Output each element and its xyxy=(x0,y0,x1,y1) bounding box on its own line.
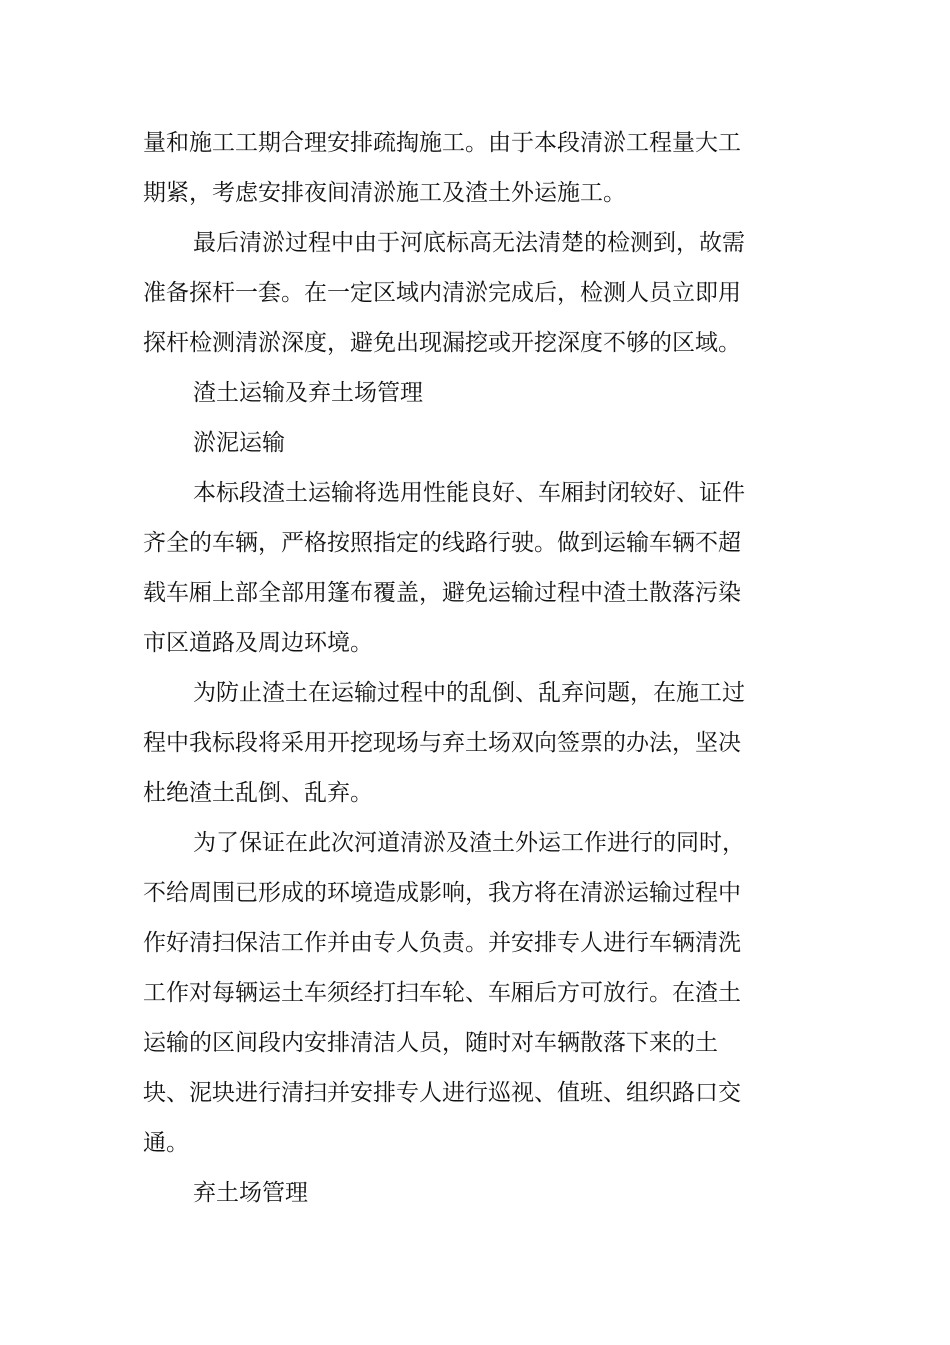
text-line: 渣土运输及弃土场管理 xyxy=(193,380,423,406)
text-line: 期紧，考虑安排夜间清淤施工及渣土外运施工。 xyxy=(143,180,626,206)
text-line: 块、泥块进行清扫并安排专人进行巡视、值班、组织路口交 xyxy=(143,1080,741,1106)
text-line: 载车厢上部全部用篷布覆盖，避免运输过程中渣土散落污染 xyxy=(143,580,741,606)
paragraph xyxy=(143,668,743,818)
text-line: 工作对每辆运土车须经打扫车轮、车厢后方可放行。在渣土 xyxy=(143,980,741,1006)
section-heading xyxy=(143,418,743,468)
paragraph xyxy=(143,468,743,668)
text-line: 不给周围已形成的环境造成影响，我方将在清淤运输过程中 xyxy=(143,880,741,906)
paragraph xyxy=(143,818,743,1168)
text-line: 淤泥运输 xyxy=(193,430,285,456)
text-line: 最后清淤过程中由于河底标高无法清楚的检测到，故需 xyxy=(193,230,745,256)
text-line: 为了保证在此次河道清淤及渣土外运工作进行的同时， xyxy=(193,830,745,856)
text-line: 准备探杆一套。在一定区域内清淤完成后，检测人员立即用 xyxy=(143,280,741,306)
section-heading xyxy=(143,1168,743,1218)
text-line: 杜绝渣土乱倒、乱弃。 xyxy=(143,780,373,806)
text-line: 运输的区间段内安排清洁人员，随时对车辆散落下来的土 xyxy=(143,1030,718,1056)
text-line: 齐全的车辆，严格按照指定的线路行驶。做到运输车辆不超 xyxy=(143,530,741,556)
text-line: 本标段渣土运输将选用性能良好、车厢封闭较好、证件 xyxy=(193,480,745,506)
text-line: 弃土场管理 xyxy=(193,1180,308,1206)
text-line: 作好清扫保洁工作并由专人负责。并安排专人进行车辆清洗 xyxy=(143,930,741,956)
document-body xyxy=(143,118,743,1218)
text-line: 量和施工工期合理安排疏掏施工。由于本段清淤工程量大工 xyxy=(143,130,741,156)
paragraph xyxy=(143,218,743,368)
text-line: 程中我标段将采用开挖现场与弃土场双向签票的办法，坚决 xyxy=(143,730,741,756)
paragraph xyxy=(143,118,743,218)
text-line: 通。 xyxy=(143,1130,189,1156)
text-line: 为防止渣土在运输过程中的乱倒、乱弃问题，在施工过 xyxy=(193,680,745,706)
text-line: 探杆检测清淤深度，避免出现漏挖或开挖深度不够的区域。 xyxy=(143,330,741,356)
text-line: 市区道路及周边环境。 xyxy=(143,630,373,656)
section-heading xyxy=(143,368,743,418)
